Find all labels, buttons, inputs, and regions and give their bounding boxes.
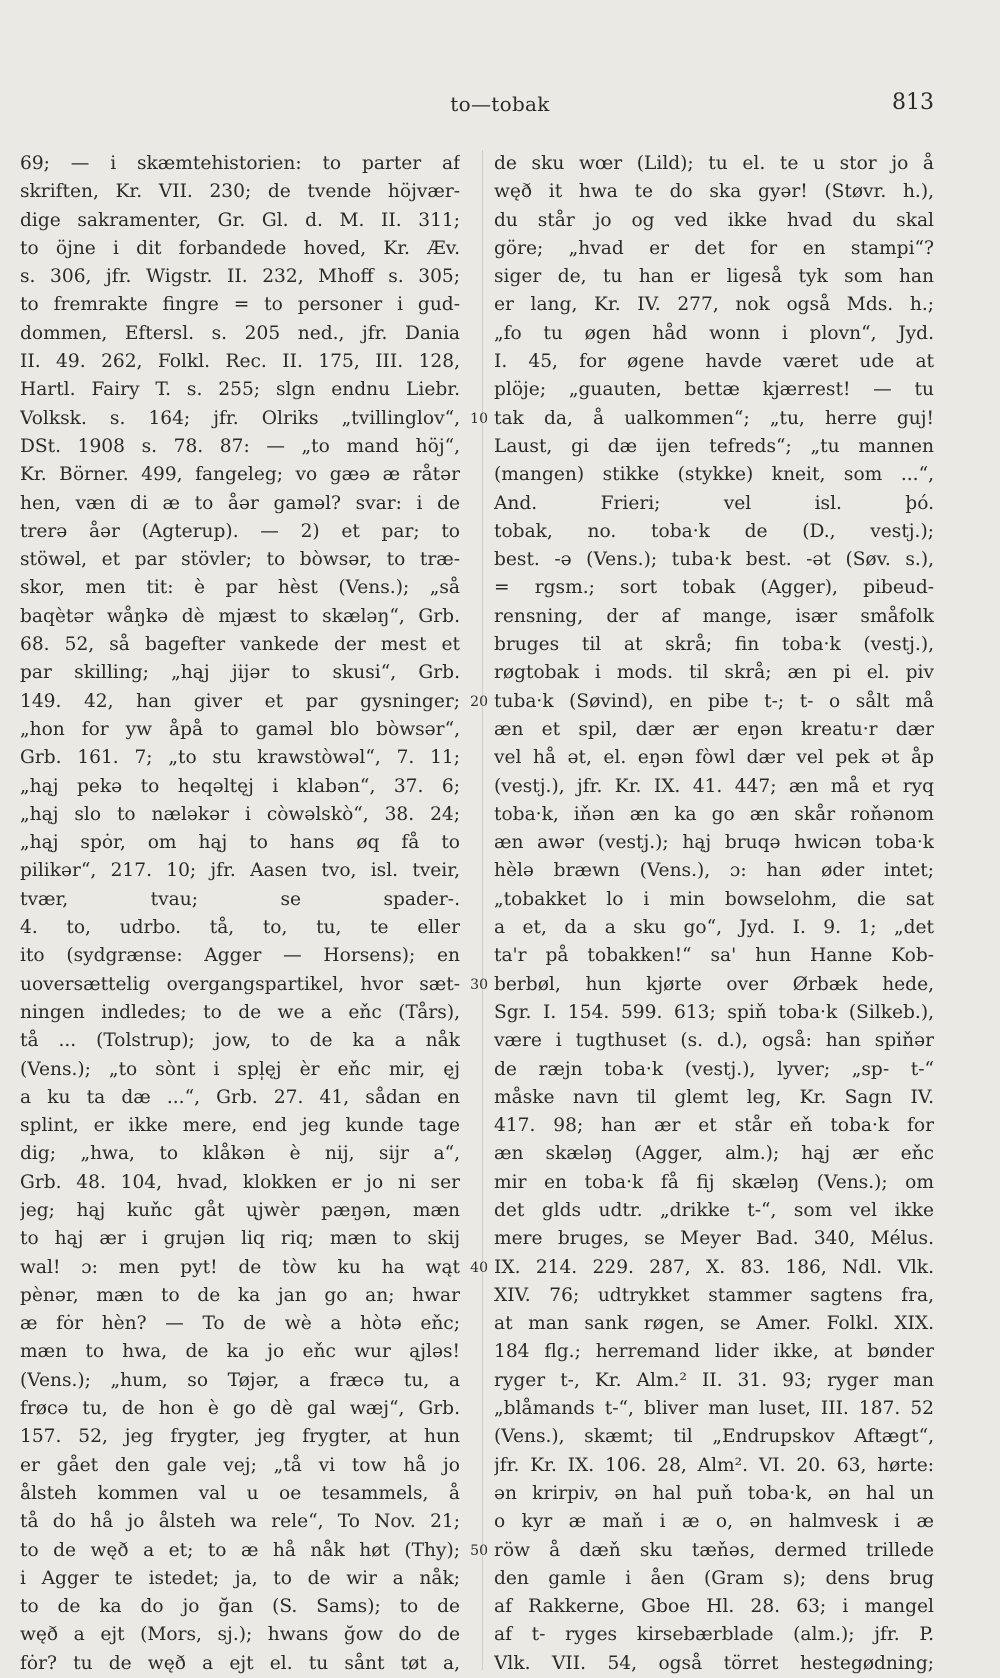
text-line: den gamle i åen (Gram s); dens brug [494, 1567, 934, 1589]
text-line: a ku ta dæ ...“, Grb. 27. 41, sådan en [20, 1086, 460, 1108]
text-line: And. Frieri; vel isl. þó. [494, 492, 934, 514]
text-line: skriften, Kr. VII. 230; de tvende höjvær- [20, 181, 460, 203]
text-line: du står jo og ved ikke hvad du skal [494, 209, 934, 231]
text-line: være i tugthuset (s. d.), også: han spiňər [494, 1030, 934, 1052]
text-line: stöwəl, et par stövler; to bòwsər, to træ- [20, 549, 460, 571]
text-line: dommen, Eftersl. s. 205 ned., jfr. Dania [20, 322, 460, 344]
text-line: best. -ə (Vens.); tuba·k best. -ət (Søv. s.), [494, 549, 934, 571]
text-line: frøcə tu, de hon è go dè gal wæj“, Grb. [20, 1398, 460, 1420]
text-line: hen, væn di æ to åər gaməl? svar: i de [20, 492, 460, 514]
text-line: „blåmands t-“, bliver man luset, III. 187. 52 [494, 1398, 934, 1420]
text-line: 69; — i skæmtehistorien: to parter af [20, 153, 460, 174]
text-line: „hąj pekə to heqəltęj i klabən“, 37. 6; [20, 775, 460, 797]
text-line: ta'r på tobakken!“ sa' hun Hanne Kob- [494, 945, 934, 967]
text-line: to de węð a et; to æ hå nåk høt (Thy); [20, 1539, 460, 1561]
text-line: plöje; „guauten, bettæ kjærrest! — tu [494, 379, 934, 401]
text-line: er gået den gale vej; „tå vi tow hå jo [20, 1454, 460, 1476]
text-line: rensning, der af mange, især småfolk [494, 605, 934, 627]
text-line: ən krirpiv, ən hal puň toba·k, ən hal un [494, 1482, 934, 1504]
text-line: tvær, tvau; se spader-. [20, 888, 460, 910]
text-line: II. 49. 262, Folkl. Rec. II. 175, III. 128, [20, 351, 460, 373]
text-line: siger de, tu han er ligeså tyk som han [494, 266, 934, 288]
text-line: „tobakket lo i min bowselohm, die sat [494, 888, 934, 910]
text-line: to de ka do jo ğan (S. Sams); to de [20, 1596, 460, 1618]
text-line: vel hå ət, el. eŋən fòwl dær vel pek ət åp [494, 747, 934, 769]
text-line: I. 45, for øgene havde været ude at [494, 351, 934, 373]
text-line: 184 flg.; herremand lider ikke, at bønder [494, 1341, 934, 1363]
text-line: (mangen) stikke (stykke) kneit, som ...“, [494, 464, 934, 486]
text-line: pènər, mæn to de ka jan go an; hwar [20, 1284, 460, 1306]
text-line: Volksk. s. 164; jfr. Olriks „tvillinglov“, [20, 407, 460, 429]
text-line: Vlk. VII. 54, også törret hestegødning; [494, 1652, 934, 1674]
text-line: Kr. Börner. 499, fangeleg; vo gæə æ råtər [20, 464, 460, 486]
text-line: wal! ɔ: men pyt! de tòw ku ha wąt [20, 1256, 460, 1278]
page-number: 813 [892, 90, 934, 115]
text-line: trerə åər (Agterup). — 2) et par; to [20, 520, 460, 542]
page-header [60, 88, 940, 128]
text-line: göre; „hvad er det for en stampi“? [494, 237, 934, 259]
text-line: 157. 52, jeg frygter, jeg frygter, at hun [20, 1426, 460, 1448]
text-line: ito (sydgrænse: Agger — Horsens); en [20, 945, 460, 967]
text-line: o kyr æ maň i æ o, ən halmvesk i æ [494, 1511, 934, 1533]
text-line: hèlə bræwn (Vens.), ɔ: han øder intet; [494, 860, 934, 882]
text-line: dige sakramenter, Gr. Gl. d. M. II. 311; [20, 209, 460, 231]
text-line: berbøl, hun kjørte over Ørbæk hede, [494, 973, 934, 995]
line-number: 10 [470, 410, 488, 427]
text-line: af Rakkerne, Gboe Hl. 28. 63; i mangel [494, 1596, 934, 1618]
text-line: jfr. Kr. IX. 106. 28, Alm². VI. 20. 63, hørte: [494, 1454, 934, 1476]
text-line: røgtobak i mods. til skrå; æn pi el. piv [494, 662, 934, 684]
left-column [20, 150, 460, 1678]
text-line: Laust, gi dæ ijen tefreds“; „tu mannen [494, 435, 934, 457]
text-line: „hąj spȯr, om hąj to hans øq få to [20, 832, 460, 854]
right-column [494, 150, 934, 1678]
text-line: DSt. 1908 s. 78. 87: — „to mand höj“, [20, 435, 460, 457]
text-line: det glds udtr. „drikke t-“, som vel ikke [494, 1199, 934, 1221]
text-line: = rgsm.; sort tobak (Agger), pibeud- [494, 577, 934, 599]
text-line: bruges til at skrå; fin toba·k (vestj.), [494, 634, 934, 656]
text-line: i Agger te istedet; ja, to de wir a nåk; [20, 1567, 460, 1589]
text-line: „hon for yw åpå to gaməl blo bòwsər“, [20, 718, 460, 740]
text-line: de sku wœr (Lild); tu el. te u stor jo å [494, 153, 934, 174]
text-line: baqètər wåŋkə dè mjæst to skæləŋ“, Grb. [20, 605, 460, 627]
text-line: dig; „hwa, to klåkən è nij, sijr a“, [20, 1143, 460, 1165]
text-line: (Vens.); „hum, so Tøjər, a fræcə tu, a [20, 1369, 460, 1391]
text-line: mæn to hwa, de ka jo eňc wur ąjləs! [20, 1341, 460, 1363]
text-line: tuba·k (Søvind), en pibe t-; t- o sålt må [494, 690, 934, 712]
text-line: tak da, å ualkommen“; „tu, herre guj! [494, 407, 934, 429]
text-line: mere bruges, se Meyer Bad. 340, Mélus. [494, 1228, 934, 1250]
text-line: s. 306, jfr. Wigstr. II. 232, Mhoff s. 305; [20, 266, 460, 288]
text-line: Sgr. I. 154. 599. 613; spiň toba·k (Silkeb.), [494, 1001, 934, 1023]
text-line: węð a ejt (Mors, sj.); hwans ğow do de [20, 1624, 460, 1646]
column-divider [482, 150, 483, 1670]
text-line: pilikər“, 217. 10; jfr. Aasen tvo, isl. tveir, [20, 860, 460, 882]
text-line: splint, er ikke mere, end jeg kunde tage [20, 1115, 460, 1137]
text-line: æ fȯr hèn? — To de wè a hòtə eňc; [20, 1313, 460, 1335]
line-number: 20 [470, 693, 488, 710]
text-line: röw å dæň sku tæňəs, dermed trillede [494, 1539, 934, 1561]
text-line: 68. 52, så bagefter vankede der mest et [20, 634, 460, 656]
text-line: mir en toba·k få fij skæləŋ (Vens.); om [494, 1171, 934, 1193]
line-number: 30 [470, 976, 488, 993]
text-line: (Vens.); „to sònt i spl̩ęj èr eňc mir, ęj [20, 1058, 460, 1080]
text-line: ålsteh kommen val u oe tesammels, å [20, 1482, 460, 1504]
text-line: to hąj ær i grujən liq riq; mæn to skij [20, 1228, 460, 1250]
text-line: (vestj.), jfr. Kr. IX. 41. 447; æn må et ryq [494, 775, 934, 797]
text-line: tobak, no. toba·k de (D., vestj.); [494, 520, 934, 542]
text-line: Grb. 161. 7; „to stu krawstòwəl“, 7. 11; [20, 747, 460, 769]
text-line: a et, da a sku go“, Jyd. I. 9. 1; „det [494, 917, 934, 939]
text-line: XIV. 76; udtrykket stammer sagtens fra, [494, 1284, 934, 1306]
text-line: fȯr? tu de węð a ejt el. tu sånt tøt a, [20, 1652, 460, 1674]
text-line: IX. 214. 229. 287, X. 83. 186, Ndl. Vlk. [494, 1256, 934, 1278]
text-line: węð it hwa te do ska gyər! (Støvr. h.), [494, 181, 934, 203]
text-line: æn skæləŋ (Agger, alm.); hąj ær eňc [494, 1143, 934, 1165]
running-title: to—tobak [450, 92, 550, 116]
text-line: „hąj slo to næləkər i còwəlskò“, 38. 24; [20, 803, 460, 825]
text-line: at man sank røgen, se Amer. Folkl. XIX. [494, 1313, 934, 1335]
text-line: tå do hå jo ålsteh wa rele“, To Nov. 21; [20, 1511, 460, 1533]
text-line: jeg; hąj kuňc gåt ųjwèr pæŋən, mæn [20, 1199, 460, 1221]
line-number: 50 [470, 1542, 488, 1559]
text-line: 417. 98; han ær et står eň toba·k for [494, 1115, 934, 1137]
text-line: er lang, Kr. IV. 277, nok også Mds. h.; [494, 294, 934, 316]
text-line: æn et spil, dær ær eŋən kreatu·r dær [494, 718, 934, 740]
line-number: 40 [470, 1259, 488, 1276]
text-line: to öjne i dit forbandede hoved, Kr. Æv. [20, 237, 460, 259]
text-line: Hartl. Fairy T. s. 255; slgn endnu Liebr. [20, 379, 460, 401]
text-line: måske navn til glemt leg, Kr. Sagn IV. [494, 1086, 934, 1108]
text-line: (Vens.), skæmt; til „Endrupskov Aftægt“, [494, 1426, 934, 1448]
text-line: de ræjn toba·k (vestj.), lyver; „sp- t-“ [494, 1058, 934, 1080]
text-line: 4. to, udrbo. tå, to, tu, te eller [20, 917, 460, 939]
text-line: par skilling; „hąj jijər to skusi“, Grb. [20, 662, 460, 684]
text-line: uoversættelig overgangspartikel, hvor sæt- [20, 973, 460, 995]
text-line: af t- ryges kirsebærblade (alm.); jfr. P. [494, 1624, 934, 1646]
text-line: tå ... (Tolstrup); jow, to de ka a nåk [20, 1030, 460, 1052]
text-line: ryger t-, Kr. Alm.² II. 31. 93; ryger man [494, 1369, 934, 1391]
text-line: Grb. 48. 104, hvad, klokken er jo ni ser [20, 1171, 460, 1193]
text-line: æn awər (vestj.); hąj bruqə hwicən toba·k [494, 832, 934, 854]
text-line: toba·k, iňən æn ka go æn skår roňənom [494, 803, 934, 825]
text-line: to fremrakte fingre = to personer i gud- [20, 294, 460, 316]
text-line: skor, men tit: è par hèst (Vens.); „så [20, 577, 460, 599]
text-line: „fo tu øgen håd wonn i plovn“, Jyd. [494, 322, 934, 344]
text-line: 149. 42, han giver et par gysninger; [20, 690, 460, 712]
text-line: ningen indledes; to de we a eňc (Tårs), [20, 1001, 460, 1023]
